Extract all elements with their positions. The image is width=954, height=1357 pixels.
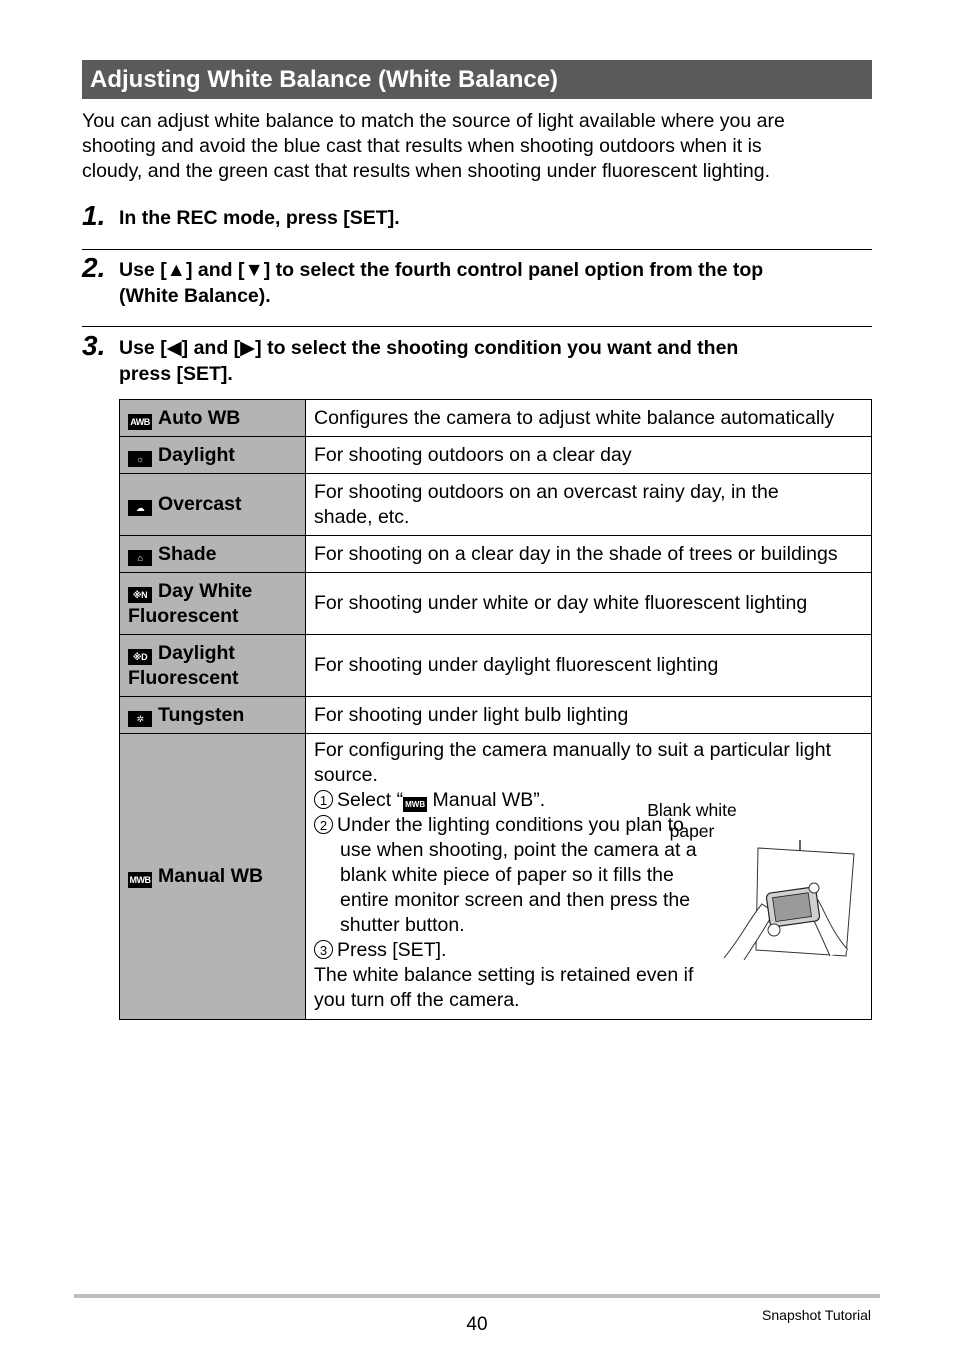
table-row [120,697,872,734]
description-cell [306,635,872,697]
step-divider [82,326,872,327]
description-cell [306,437,872,474]
shade-icon: ⌂ [128,550,152,566]
step-text [119,257,869,309]
description-line: you turn off the camera. [314,989,520,1011]
intro-line: shooting and avoid the blue cast that results when shooting outdoors when it is [82,135,762,157]
mode-cell [120,635,306,697]
mode-cell [120,573,306,635]
description-cell [306,697,872,734]
step-text [119,205,869,231]
step-number: 1. [82,200,106,231]
illustration-label-line: Blank white [647,800,737,820]
description-cell [306,474,872,536]
step-divider [82,249,872,250]
step-text: Manual WB”. [427,789,546,811]
step-line: (White Balance). [119,285,271,307]
footer-divider [74,1294,880,1298]
mode-cell [120,437,306,474]
description-line: shade, etc. [314,505,410,528]
mode-label: Fluorescent [128,666,239,689]
mode-cell [120,734,306,1020]
step-text: blank white piece of paper so it fills the [340,864,674,886]
section-title: Adjusting White Balance (White Balance) [82,60,872,99]
intro-line: You can adjust white balance to match the source of light available where you are [82,110,785,132]
description-line: For configuring the camera manually to suit a particular light [314,739,831,761]
mwb-icon: MWB [128,872,152,888]
description-cell [306,536,872,573]
tungsten-icon: ✲ [128,711,152,727]
mode-cell [120,697,306,734]
mode-label: Shade [158,542,217,565]
description-line: For shooting under daylight fluorescent lighting [314,654,719,676]
description-line: For shooting under light bulb lighting [314,703,629,726]
page-number: 40 [466,1314,488,1335]
mode-label: Day White [158,579,253,602]
daylight-fluorescent-icon: ※D [128,649,152,665]
daylight-icon: ☼ [128,451,152,467]
step-text: shutter button. [340,914,465,936]
description-line: The white balance setting is retained even if [314,964,694,986]
description-line: For shooting outdoors on an overcast rainy day, in the [314,480,779,503]
description-cell [306,400,872,437]
mwb-icon: MWB [403,797,427,812]
table-row [120,437,872,474]
illustration-label-line: paper [669,821,715,841]
step-line: Use [◀] and [▶] to select the shooting condition you want and then [119,337,739,359]
mode-label: Daylight [158,443,235,466]
description-cell [306,573,872,635]
step-line: In the REC mode, press [SET]. [119,207,400,229]
description-line: source. [314,764,378,786]
overcast-icon: ☁ [128,500,152,516]
step-text: Select “ [337,789,404,811]
table-row [120,573,872,635]
step-number-circle: 1 [314,790,333,809]
step-number: 2. [82,252,106,283]
description-line: For shooting on a clear day in the shade of trees or buildings [314,542,838,565]
mode-cell [120,474,306,536]
step-line: press [SET]. [119,363,233,385]
mode-label: Manual WB [158,865,264,887]
table-row [120,474,872,536]
awb-icon: AWB [128,414,152,430]
step-number-circle: 2 [314,815,333,834]
description-line: For shooting outdoors on a clear day [314,443,632,466]
step-text: entire monitor screen and then press the [340,889,691,911]
intro-paragraph [82,109,872,184]
intro-line: cloudy, and the green cast that results when shooting under fluorescent lighting. [82,160,770,182]
camera-pointing-at-paper-illustration [722,838,862,963]
mode-label: Tungsten [158,703,245,726]
step-text: use when shooting, point the camera at a [340,839,697,861]
description-line: For shooting under white or day white fluorescent lighting [314,592,808,614]
section-label: Snapshot Tutorial [762,1307,871,1323]
step-text: Under the lighting conditions you plan to [337,814,684,836]
mode-cell [120,400,306,437]
illustration-label [612,800,772,842]
mode-label: Fluorescent [128,604,239,627]
step-line: Use [▲] and [▼] to select the fourth control panel option from the top [119,259,764,281]
mode-label: Overcast [158,493,242,515]
step-text: Press [SET]. [337,939,447,961]
table-row [120,536,872,573]
step-number: 3. [82,330,106,361]
day-white-fluorescent-icon: ※N [128,587,152,603]
description-line: Configures the camera to adjust white balance automatically [314,406,835,429]
table-row [120,635,872,697]
mode-label: Daylight [158,641,235,664]
step-text [119,335,869,387]
table-row [120,400,872,437]
step-number-circle: 3 [314,940,333,959]
mode-cell [120,536,306,573]
mode-label: Auto WB [158,406,241,429]
